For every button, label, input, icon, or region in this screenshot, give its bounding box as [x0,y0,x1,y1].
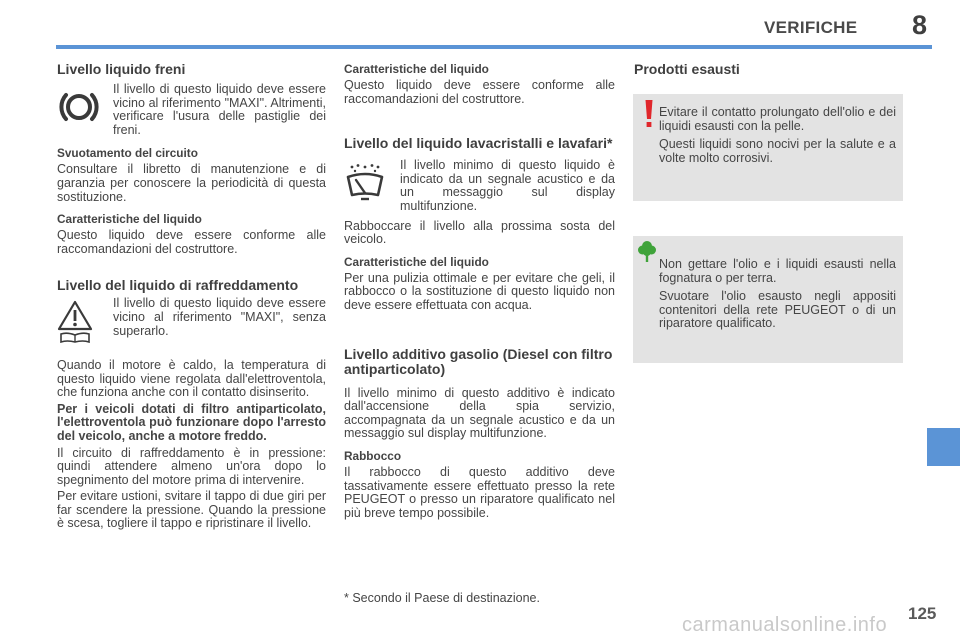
subheading-fluid-spec: Caratteristiche del liquido [57,212,202,227]
warning-exclamation-icon [643,99,655,129]
subheading-refill: Rabbocco [344,448,402,463]
brake-fluid-intro [57,83,326,137]
warning-text-contact: Evitare il contatto prolungato dell'olio e dei liquidi esausti con la pelle. [659,105,896,133]
warning-box [633,94,903,201]
section-title-brake-fluid: Livello liquido freni [57,61,186,77]
section-title-washer-fluid: Livello del liquido lavacristalli e lavafari* [344,135,613,152]
subheading-washer-spec: Caratteristiche del liquido [344,254,489,269]
paragraph-diesel-additive: Il livello minimo di questo additivo è indicato dall'accensione della spia servizio, accompagnata da un segnale acustico e da un messaggio sul display multifunzione. [344,385,615,441]
paragraph-washer-spec: Per una pulizia ottimale e per evitare che geli, il rabbocco o la sostituzione di questo liquido non deve essere effettuata con acqua. [344,270,615,312]
washer-fluid-intro-text: Il livello minimo di questo liquido è indicato da un segnale acustico e da un messaggio sul display multifunzione. [400,158,615,213]
washer-fluid-intro [344,159,615,213]
environment-box [633,236,903,363]
footnote: * Secondo il Paese di destinazione. [344,591,540,605]
warning-box-content [659,106,896,170]
warning-text-harmful: Questi liquidi sono nocivi per la salute e a volte molto corrosivi. [659,137,896,165]
section-title-waste-products: Prodotti esausti [634,61,740,77]
paragraph-coolant-fan-note: Per i veicoli dotati di filtro antiparticolato, l'elettroventola può funzionare dopo l'arresto del veicolo, anche a motore freddo. [57,401,326,443]
watermark: carmanualsonline.info [682,614,888,636]
section-title-diesel-additive: Livello additivo gasolio (Diesel con filtro antiparticolato) [344,345,613,377]
environment-box-content [659,258,896,336]
paragraph-refill: Il rabbocco di questo additivo deve tassativamente essere effettuato presso la rete PEUGEOT o presso un riparatore qualificato nel più breve tempo possibile. [344,464,615,520]
chapter-number: 8 [912,10,928,40]
subheading-fluid-spec-2: Caratteristiche del liquido [344,62,489,76]
header-divider [56,45,932,49]
coolant-intro-text: Il livello di questo liquido deve essere vicino al riferimento "MAXI", senza superarlo. [113,296,326,338]
paragraph-coolant-temperature: Quando il motore è caldo, la temperatura di questo liquido viene regolata dall'elettroventola, che funziona anche con il contatto disinserito. [57,357,326,400]
brake-warning-icon [57,83,113,133]
column-middle [344,62,615,526]
page-title: VERIFICHE [764,18,858,37]
environment-text-collection: Svuotare l'olio esausto negli appositi contenitori della rete PEUGEOT o di un riparatore qualificato. [659,289,896,331]
coolant-hot-warning-icon [57,297,113,347]
paragraph-washer-refill: Rabboccare il livello alla prossima sosta del veicolo. [344,218,615,247]
paragraph-fluid-spec: Questo liquido deve essere conforme alle raccomandazioni del costruttore. [57,228,326,256]
page-number: 125 [908,604,937,623]
coolant-intro [57,297,326,347]
brake-fluid-intro-text: Il livello di questo liquido deve essere vicino al riferimento "MAXI". Altrimenti, verificare l'usura delle pastiglie dei freni. [113,82,326,137]
subheading-circuit-drain: Svuotamento del circuito [57,146,198,161]
environment-text-disposal: Non gettare l'olio e i liquidi esausti nella fognatura o per terra. [659,257,896,285]
chapter-tab-marker [927,428,960,466]
paragraph-fluid-spec-2: Questo liquido deve essere conforme alle raccomandazioni del costruttore. [344,78,615,106]
paragraph-coolant-pressure: Il circuito di raffreddamento è in pressione: quindi attendere almeno un'ora dopo lo spegnimento del motore prima di intervenire. [57,445,326,487]
section-title-coolant: Livello del liquido di raffreddamento [57,277,299,294]
paragraph-circuit-drain: Consultare il libretto di manutenzione e di garanzia per conoscere la periodicità di questa sostituzione. [57,162,326,204]
eco-tree-icon [638,240,656,264]
column-left [57,62,326,537]
paragraph-coolant-cap: Per evitare ustioni, svitare il tappo di due giri per far scendere la pressione. Quando la pressione è scesa, togliere il tappo e ripristinare il livello. [57,489,326,531]
washer-fluid-icon [344,159,400,207]
